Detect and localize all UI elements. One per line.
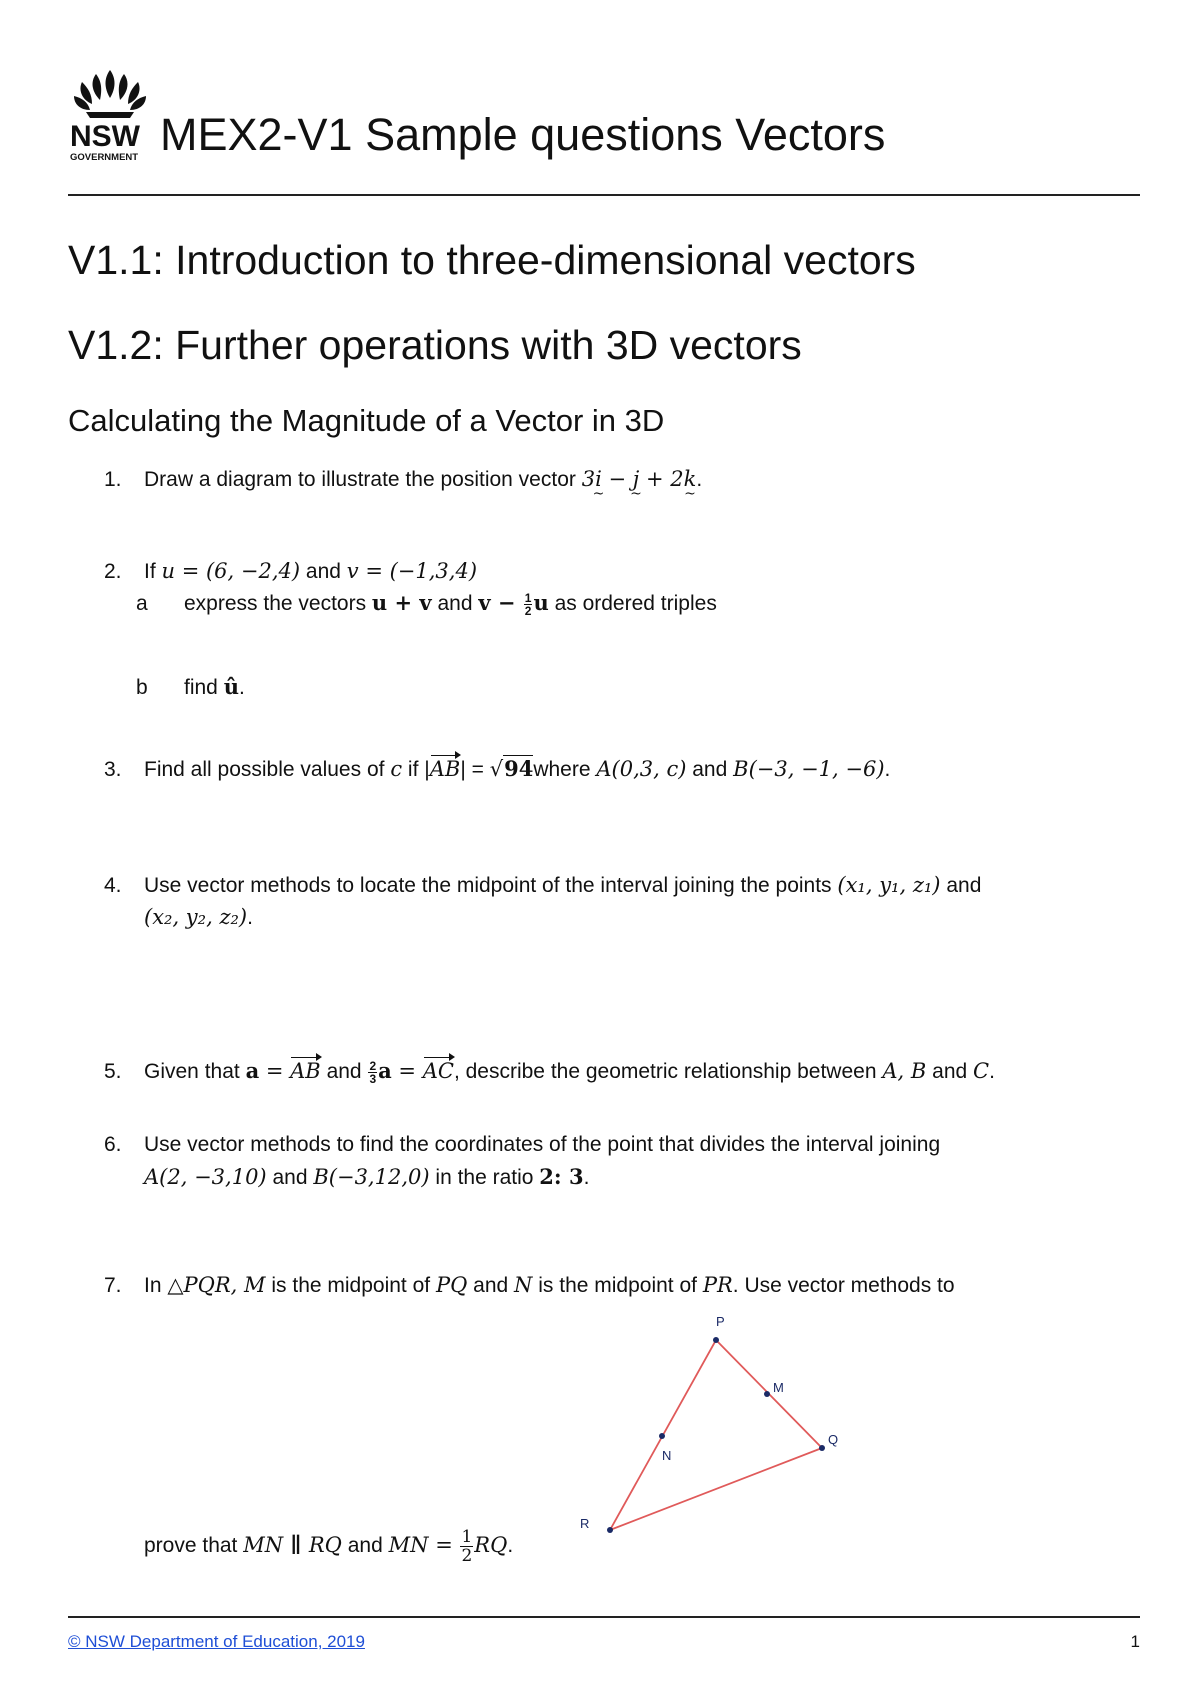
label-m: M — [773, 1380, 784, 1395]
page-footer — [68, 1616, 1140, 1651]
label-r: R — [580, 1516, 590, 1531]
nsw-government-logo — [68, 66, 152, 166]
question-number: 3. — [104, 758, 122, 781]
label-n: N — [662, 1448, 672, 1463]
question-7-prove: prove that MN ∥ RQ and MN = $\frac{1}{2}$ RQ. — [144, 1527, 514, 1566]
question-number: 6. — [104, 1133, 122, 1156]
triangle-edges — [610, 1340, 822, 1530]
question-7: 7. In △PQR, M is the midpoint of PQ and N is the midpoint of PR. Use vector methods to — [104, 1270, 955, 1301]
heading-v1-1: V1.1: Introduction to three-dimensional vectors — [68, 237, 916, 283]
question-5: 5. Given that a = AB and $\frac{2}{3}$ a = AC, describe the geometric relationship between A, B and C. — [104, 1058, 995, 1086]
point-r — [607, 1527, 613, 1533]
question-6: 6. Use vector methods to find the coordinates of the point that divides the interval joining — [104, 1130, 940, 1160]
point-n — [659, 1433, 665, 1439]
triangle-pqr-diagram — [570, 1310, 870, 1550]
question-number: 1. — [104, 468, 122, 491]
question-number: 4. — [104, 874, 122, 897]
label-p: P — [716, 1314, 725, 1329]
question-2b: b find û. — [136, 674, 245, 699]
question-1: 1. Draw a diagram to illustrate the position vector 3i ~ − j ~ + 2k ~. — [104, 464, 702, 495]
point-q — [819, 1445, 825, 1451]
question-number: 5. — [104, 1060, 122, 1083]
question-3: 3. Find all possible values of c if |AB| = √94where A(0,3, c) and B(−3, −1, −6). — [104, 754, 890, 785]
page-header — [68, 60, 1140, 196]
page-number: 1 — [1130, 1632, 1140, 1651]
question-number: 7. — [104, 1274, 122, 1297]
logo-subtext: GOVERNMENT — [70, 152, 139, 163]
document-title: MEX2-V1 Sample questions Vectors — [160, 109, 886, 160]
copyright-link[interactable]: © NSW Department of Education, 2019 — [68, 1632, 365, 1651]
label-q: Q — [828, 1432, 839, 1447]
question-4-cont: (x₂, y₂, z₂). — [144, 905, 253, 929]
question-2a: a express the vectors u + v and v − $\frac{1}{2}$ u as ordered triples — [136, 590, 717, 618]
heading-v1-2: V1.2: Further operations with 3D vectors — [68, 322, 802, 368]
heading-magnitude: Calculating the Magnitude of a Vector in 3D — [68, 403, 665, 438]
question-2: 2. If u = (6, −2,4) and v = (−1,3,4) — [104, 556, 477, 587]
question-number: 2. — [104, 560, 122, 583]
point-p — [713, 1337, 719, 1343]
question-4: 4. Use vector methods to locate the midpoint of the interval joining the points (x₁, y₁, z₁) and — [104, 870, 981, 901]
point-m — [764, 1391, 770, 1397]
question-6-cont: A(2, −3,10) and B(−3,12,0) in the ratio 2: 3. — [144, 1164, 590, 1189]
logo-text: NSW — [70, 120, 140, 153]
